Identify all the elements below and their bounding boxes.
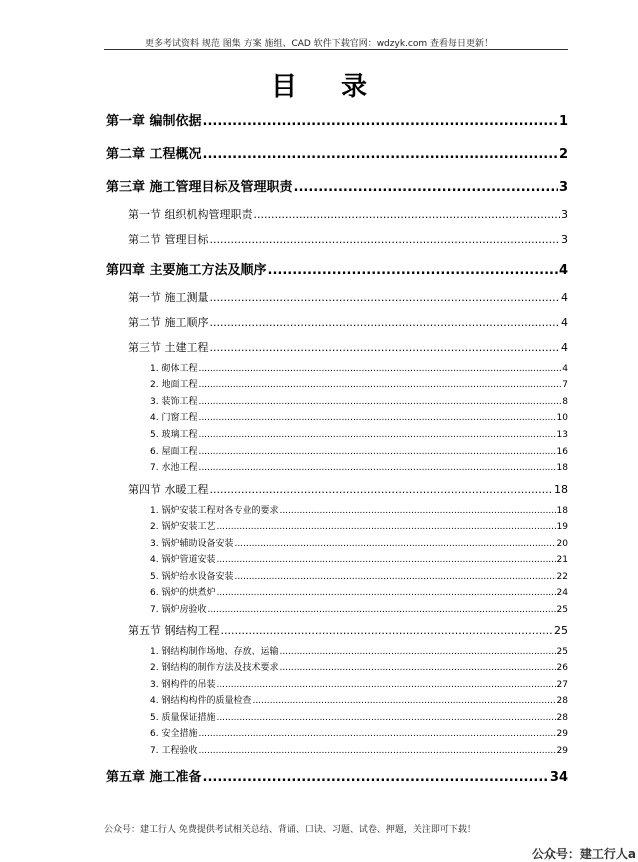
dot-leader	[254, 208, 561, 221]
toc-page-number: 13	[556, 430, 568, 440]
toc-section[interactable]	[128, 481, 568, 497]
toc-chapter-1[interactable]	[106, 110, 568, 129]
dot-leader	[216, 522, 555, 532]
toc-entry-label: 第三章 施工管理目标及管理职责	[106, 180, 293, 195]
dot-leader	[203, 114, 558, 129]
toc-section[interactable]	[128, 231, 568, 247]
dot-leader	[294, 180, 558, 195]
toc-page-number: 29	[556, 729, 568, 739]
toc-item[interactable]	[150, 569, 568, 582]
toc-entry-label: 4. 门窗工程	[150, 413, 198, 423]
dot-leader	[198, 380, 561, 390]
toc-entry-label: 6. 安全措施	[150, 729, 198, 739]
dot-leader	[198, 364, 561, 374]
toc-page-number: 21	[556, 555, 568, 565]
toc-page-number: 27	[556, 680, 568, 690]
toc-item[interactable]	[150, 377, 568, 390]
toc-page-number: 3	[561, 233, 568, 246]
toc-title: 目录	[270, 72, 411, 102]
toc-item[interactable]	[150, 519, 568, 532]
toc-section[interactable]	[128, 622, 568, 638]
dot-leader	[216, 713, 555, 723]
dot-leader	[198, 397, 561, 407]
dot-leader	[210, 233, 561, 246]
toc-item[interactable]	[150, 710, 568, 723]
toc-item[interactable]	[150, 726, 568, 739]
toc-chapter-5[interactable]	[106, 766, 568, 785]
toc-page-number: 22	[556, 572, 568, 582]
toc-entry-label: 2. 锅炉安装工艺	[150, 522, 216, 532]
toc-page-number: 28	[556, 713, 568, 723]
dot-leader	[279, 663, 555, 673]
page-header-text: 更多考试资料 规范 图集 方案 施组、CAD 软件下载官网：wdzyk.com 查看每日更新！	[145, 39, 493, 49]
toc-item[interactable]	[150, 552, 568, 565]
toc-page-number: 8	[562, 397, 568, 407]
dot-leader	[234, 572, 555, 582]
dot-leader	[198, 447, 555, 457]
toc-page-number: 28	[556, 696, 568, 706]
dot-leader	[279, 647, 555, 657]
toc-entry-label: 5. 质量保证措施	[150, 713, 216, 723]
toc-item[interactable]	[150, 444, 568, 457]
toc-entry-label: 第三节 土建工程	[128, 341, 209, 354]
toc-item[interactable]	[150, 644, 568, 657]
toc-page-number: 16	[556, 447, 568, 457]
toc-entry-label: 5. 玻璃工程	[150, 430, 198, 440]
toc-item[interactable]	[150, 503, 568, 516]
dot-leader	[252, 696, 555, 706]
toc-entry-label: 第二节 管理目标	[128, 233, 209, 246]
toc-entry-label: 3. 装饰工程	[150, 397, 198, 407]
toc-entry-label: 第一节 组织机构管理职责	[128, 208, 253, 221]
toc-item[interactable]	[150, 460, 568, 473]
dot-leader	[279, 506, 555, 516]
page-footer-text: 公众号：建工行人 免费提供考试相关总结、背诵、口诀、习题、试卷、押题，关注即可下载！	[104, 825, 476, 835]
toc-page-number: 20	[556, 539, 568, 549]
toc-entry-label: 6. 锅炉的烘煮炉	[150, 588, 216, 598]
dot-leader	[234, 539, 555, 549]
dot-leader	[210, 316, 561, 329]
toc-entry-label: 第四章 主要施工方法及顺序	[106, 263, 267, 278]
toc-item[interactable]	[150, 743, 568, 756]
toc-page-number: 26	[556, 663, 568, 673]
dot-leader	[268, 263, 558, 278]
toc-page-number: 25	[554, 624, 568, 637]
dot-leader	[203, 770, 549, 785]
toc-page-number: 4	[561, 316, 568, 329]
toc-entry-label: 4. 锅炉管道安装	[150, 555, 216, 565]
dot-leader	[198, 463, 555, 473]
toc-section[interactable]	[128, 314, 568, 330]
toc-page-number: 34	[549, 770, 568, 785]
dot-leader	[198, 729, 555, 739]
toc-page-number: 3	[558, 180, 568, 195]
toc-page-number: 2	[558, 147, 568, 162]
toc-section[interactable]	[128, 206, 568, 222]
toc-item[interactable]	[150, 693, 568, 706]
toc-item[interactable]	[150, 660, 568, 673]
dot-leader	[198, 413, 555, 423]
toc-entry-label: 第二章 工程概况	[106, 147, 202, 162]
toc-entry-label: 第一章 编制依据	[106, 114, 202, 129]
toc-entry-label: 7. 工程验收	[150, 746, 198, 756]
toc-item[interactable]	[150, 585, 568, 598]
dot-leader	[207, 605, 555, 615]
toc-entry-label: 3. 钢构件的吊装	[150, 680, 216, 690]
toc-page-number: 4	[561, 341, 568, 354]
watermark-text: 公众号：建工行人a	[531, 847, 636, 861]
toc-page-number: 29	[556, 746, 568, 756]
toc-page-number: 18	[554, 483, 568, 496]
dot-leader	[198, 746, 555, 756]
dot-leader	[216, 555, 555, 565]
toc-page-number: 4	[558, 263, 568, 278]
toc-entry-label: 2. 地面工程	[150, 380, 198, 390]
toc-page-number: 18	[556, 463, 568, 473]
toc-page-number: 19	[556, 522, 568, 532]
toc-page-number: 7	[562, 380, 568, 390]
toc-item[interactable]	[150, 677, 568, 690]
toc-entry-label: 第一节 施工测量	[128, 291, 209, 304]
toc-page-number: 24	[556, 588, 568, 598]
toc-entry-label: 3. 锅炉辅助设备安装	[150, 539, 234, 549]
dot-leader	[210, 341, 561, 354]
dot-leader	[216, 680, 555, 690]
toc-item[interactable]	[150, 394, 568, 407]
toc-entry-label: 第二节 施工顺序	[128, 316, 209, 329]
toc-entry-label: 4. 钢结构构件的质量检查	[150, 696, 252, 706]
toc-entry-label: 2. 钢结构的制作方法及技术要求	[150, 663, 279, 673]
toc-chapter-3[interactable]	[106, 176, 568, 195]
toc-chapter-2[interactable]	[106, 143, 568, 162]
toc-entry-label: 1. 钢结构制作场地、存放、运输	[150, 647, 279, 657]
toc-page-number: 1	[558, 114, 568, 129]
toc-entry-label: 第五章 施工准备	[106, 770, 202, 785]
toc-page-number: 10	[556, 413, 568, 423]
toc-item[interactable]	[150, 602, 568, 615]
toc-entry-label: 6. 屋面工程	[150, 447, 198, 457]
toc-page-number: 25	[556, 605, 568, 615]
toc-section[interactable]	[128, 289, 568, 305]
toc-page-number: 25	[556, 647, 568, 657]
toc-entry-label: 第四节 水暖工程	[128, 483, 209, 496]
toc-entry-label: 5. 锅炉给水设备安装	[150, 572, 234, 582]
toc-item[interactable]	[150, 536, 568, 549]
toc-entry-label: 1. 锅炉安装工程对各专业的要求	[150, 506, 279, 516]
toc-item[interactable]	[150, 361, 568, 374]
toc-entry-label: 7. 水池工程	[150, 463, 198, 473]
toc-page-number: 3	[561, 208, 568, 221]
dot-leader	[210, 291, 561, 304]
toc-entry-label: 第五节 钢结构工程	[128, 624, 220, 637]
dot-leader	[203, 147, 558, 162]
toc-page-number: 4	[561, 291, 568, 304]
toc-entry-label: 1. 砌体工程	[150, 364, 198, 374]
dot-leader	[210, 483, 554, 496]
toc-item[interactable]	[150, 427, 568, 440]
toc-chapter-4[interactable]	[106, 259, 568, 278]
dot-leader	[198, 430, 555, 440]
toc-entry-label: 7. 锅炉房验收	[150, 605, 207, 615]
toc-page-number: 18	[556, 506, 568, 516]
toc-item[interactable]	[150, 410, 568, 423]
toc-section[interactable]	[128, 339, 568, 355]
dot-leader	[221, 624, 554, 637]
toc-page-number: 4	[562, 364, 568, 374]
dot-leader	[216, 588, 555, 598]
